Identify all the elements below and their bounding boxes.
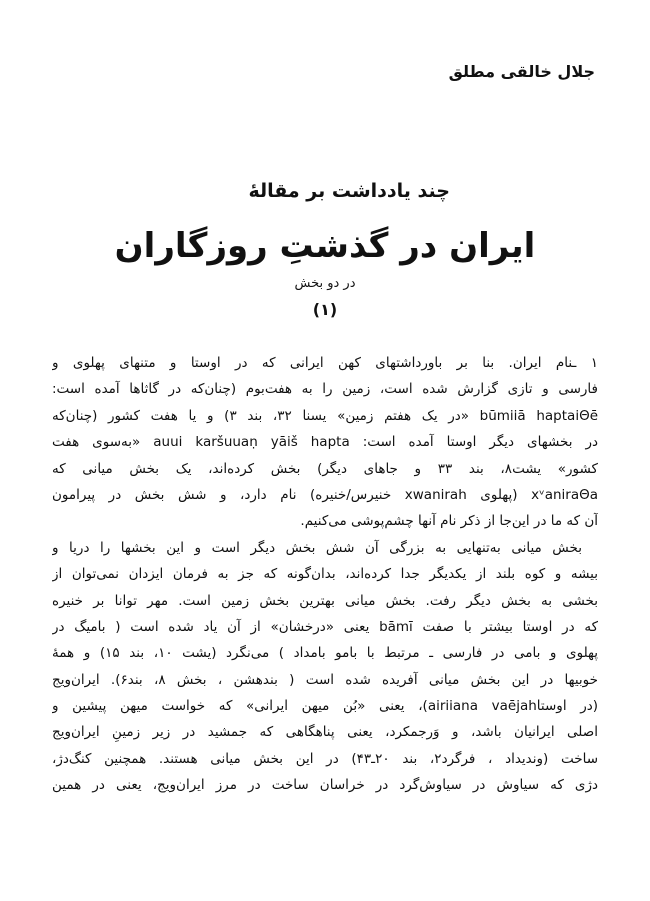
text-line: در بخشهای دیگر اوستا آمده است: auui karšuuaṇ yāiš hapta «به‌سوی هفت [52, 434, 598, 451]
text-line: خوبیها در این بخش میانی آفریده شده است ( بندهشن ، بخش ۸، بند۶). ایران‌ویج [52, 671, 598, 688]
text-line: بیشه و کوه بلند از یکدیگر جدا کرده‌اند، بدان‌گونه که جز به فرمان ایزدان نمی‌توان از [52, 566, 598, 583]
text-line: آن که ما در این‌جا از ذکر نام آنها چشم‌پوشی می‌کنیم. [300, 513, 598, 530]
part-number: (۱) [312, 300, 338, 319]
text-line: xᵛaniraΘa (پهلوی xwanirah خنیرس/خنیره) نام دارد، و شش بخش در پیرامون [52, 486, 598, 503]
text-line: būmiiā haptaiΘē «در یک هفتم زمین» یسنا ۳۲، بند ۳) و یا هفت کشور (چنان‌که [52, 407, 598, 424]
article-subtitle: چند یادداشت بر مقالۀ [248, 180, 450, 202]
article-title: ایران در گذشتِ روزگاران [114, 226, 536, 266]
parts-note: در دو بخش [294, 276, 356, 291]
text-line: دژی که سیاوش در سیاوش‌گرد در خراسان ساخت در مرز ایران‌ویج، یعنی در همین [52, 777, 598, 794]
text-line: ۱ ـنام ایران. بنا بر باورداشتهای کهن ایرانی که در اوستا و متنهای پهلوی و [52, 355, 598, 371]
text-line: پهلوی و بامی در فارسی ـ مرتبط با بامو بامداد ) می‌نگرد (یشت ۱۰، بند ۱۵) و همۀ [52, 645, 598, 662]
text-line: (در اوستاairiiana vaējah)، یعنی «بُن میهن ایرانی» که خواست میهن پیشین و [52, 698, 598, 715]
text-line: کشور» یشت۸، بند ۳۳ و جاهای دیگر) بخش کرده‌اند، یک بخش میانی که [52, 460, 598, 477]
text-line: بخش میانی به‌تنهایی به بزرگی آن شش بخش دیگر است و این بخشها را دریا و [52, 539, 582, 556]
text-line: اصلی ایرانیان باشد، و وَرجمکرد، یعنی پناهگاهی که جمشید در زیر زمینِ ایران‌ویج [52, 724, 598, 741]
body-text [52, 350, 598, 799]
text-line: ساخت (وندیداد ، فرگرد۲، بند ۲۰ـ۴۳) در این بخش میانی هستند. همچنین کنگ‌دژ، [52, 750, 598, 767]
text-line: فارسی و تازی گزارش شده است، زمین را به هفت‌بوم (چنان‌که در گاثاها آمده است: [52, 381, 598, 398]
text-line: که در اوستا بیشتر با صفت bāmī یعنی «درخشان» از آن یاد شده است ( بامیگ در [52, 618, 598, 635]
author-name: جلال خالقی مطلق [448, 62, 595, 81]
text-line: بخشی به بخش دیگر رفت. بخش میانی بهترین بخش زمین است. مهر توانا بر خنیره [52, 592, 598, 609]
